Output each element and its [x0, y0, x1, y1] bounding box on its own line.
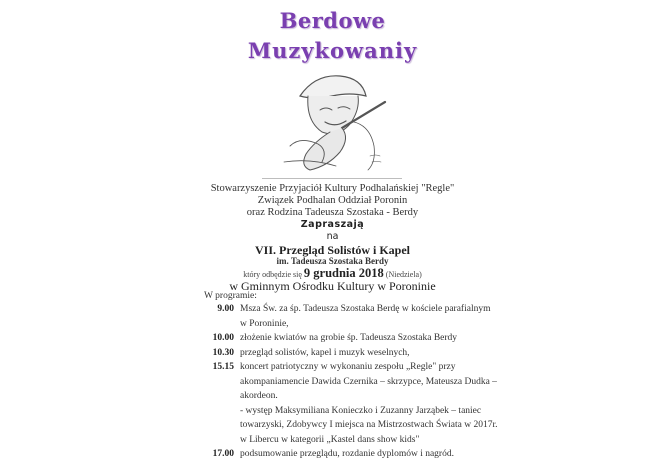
- program-description-line: w Poroninie,: [240, 318, 289, 329]
- event-subtitle: im. Tadeusza Szostaka Berdy: [276, 256, 389, 266]
- program-description-line: w Libercu w kategorii „Kastel dans show kids": [240, 434, 420, 445]
- program-description: [240, 346, 520, 361]
- program-time: 10.30: [212, 347, 234, 358]
- event-venue: w Gminnym Ośrodku Kultury w Poroninie: [229, 279, 436, 293]
- na-text: na: [326, 231, 339, 242]
- program-item: [200, 360, 520, 447]
- date-suffix: (Niedziela): [385, 270, 422, 279]
- violinist-sketch-illustration: [270, 66, 395, 176]
- poster-title-line2: Muzykowaniy: [247, 38, 418, 63]
- program-description-line: przegląd solistów, kapel i muzyk weselnych,: [240, 347, 410, 358]
- invite-text: Zapraszają: [300, 219, 365, 230]
- program-description: [240, 360, 520, 447]
- program-description-line: akordeon.: [240, 391, 278, 401]
- organizer-line: Związek Podhalan Oddział Poronin: [257, 195, 408, 206]
- program-description: [240, 331, 520, 346]
- divider: [262, 178, 402, 179]
- program-description-line: złożenie kwiatów na grobie śp. Tadeusza Szostaka Berdy: [240, 333, 458, 343]
- program-description: [240, 447, 520, 462]
- program-description-line: koncert patriotyczny w wykonaniu zespołu „Regle" przy: [240, 362, 456, 372]
- program-time: 10.00: [212, 333, 234, 343]
- program-description-line: Msza Św. za śp. Tadeusza Szostaka Berdę w kościele parafialnym: [240, 304, 491, 314]
- program-header: W programie:: [204, 291, 257, 301]
- program-item: [200, 302, 520, 331]
- event-title: VII. Przegląd Solistów i Kapel: [255, 243, 410, 257]
- program-time: 15.15: [212, 362, 234, 372]
- program-description-line: towarzyski, Zdobywcy I miejsca na Mistrzostwach Świata w 2017r.: [240, 420, 498, 430]
- program-item: [200, 447, 520, 462]
- date-prefix: który odbędzie się: [243, 270, 302, 279]
- program-description: [240, 302, 520, 331]
- program-list: [200, 291, 520, 462]
- organizer-line: oraz Rodzina Tadeusza Szostaka - Berdy: [246, 207, 419, 218]
- organizer-line: Stowarzyszenie Przyjaciół Kultury Podhalańskiej "Regle": [210, 183, 455, 194]
- program-time: 17.00: [212, 449, 234, 459]
- program-description-line: akompaniamencie Dawida Czernika – skrzypce, Mateusza Dudka –: [240, 376, 497, 387]
- program-time: 9.00: [217, 304, 234, 314]
- event-date: 9 grudnia 2018: [303, 266, 384, 280]
- program-description-line: - występ Maksymiliana Konieczko i Zuzanny Jarząbek – taniec: [240, 405, 482, 416]
- program-item: [200, 331, 520, 346]
- poster-title-line1: Berdowe: [279, 8, 386, 33]
- program-item: [200, 346, 520, 361]
- program-description-line: podsumowanie przeglądu, rozdanie dyplomów i nagród.: [240, 449, 454, 459]
